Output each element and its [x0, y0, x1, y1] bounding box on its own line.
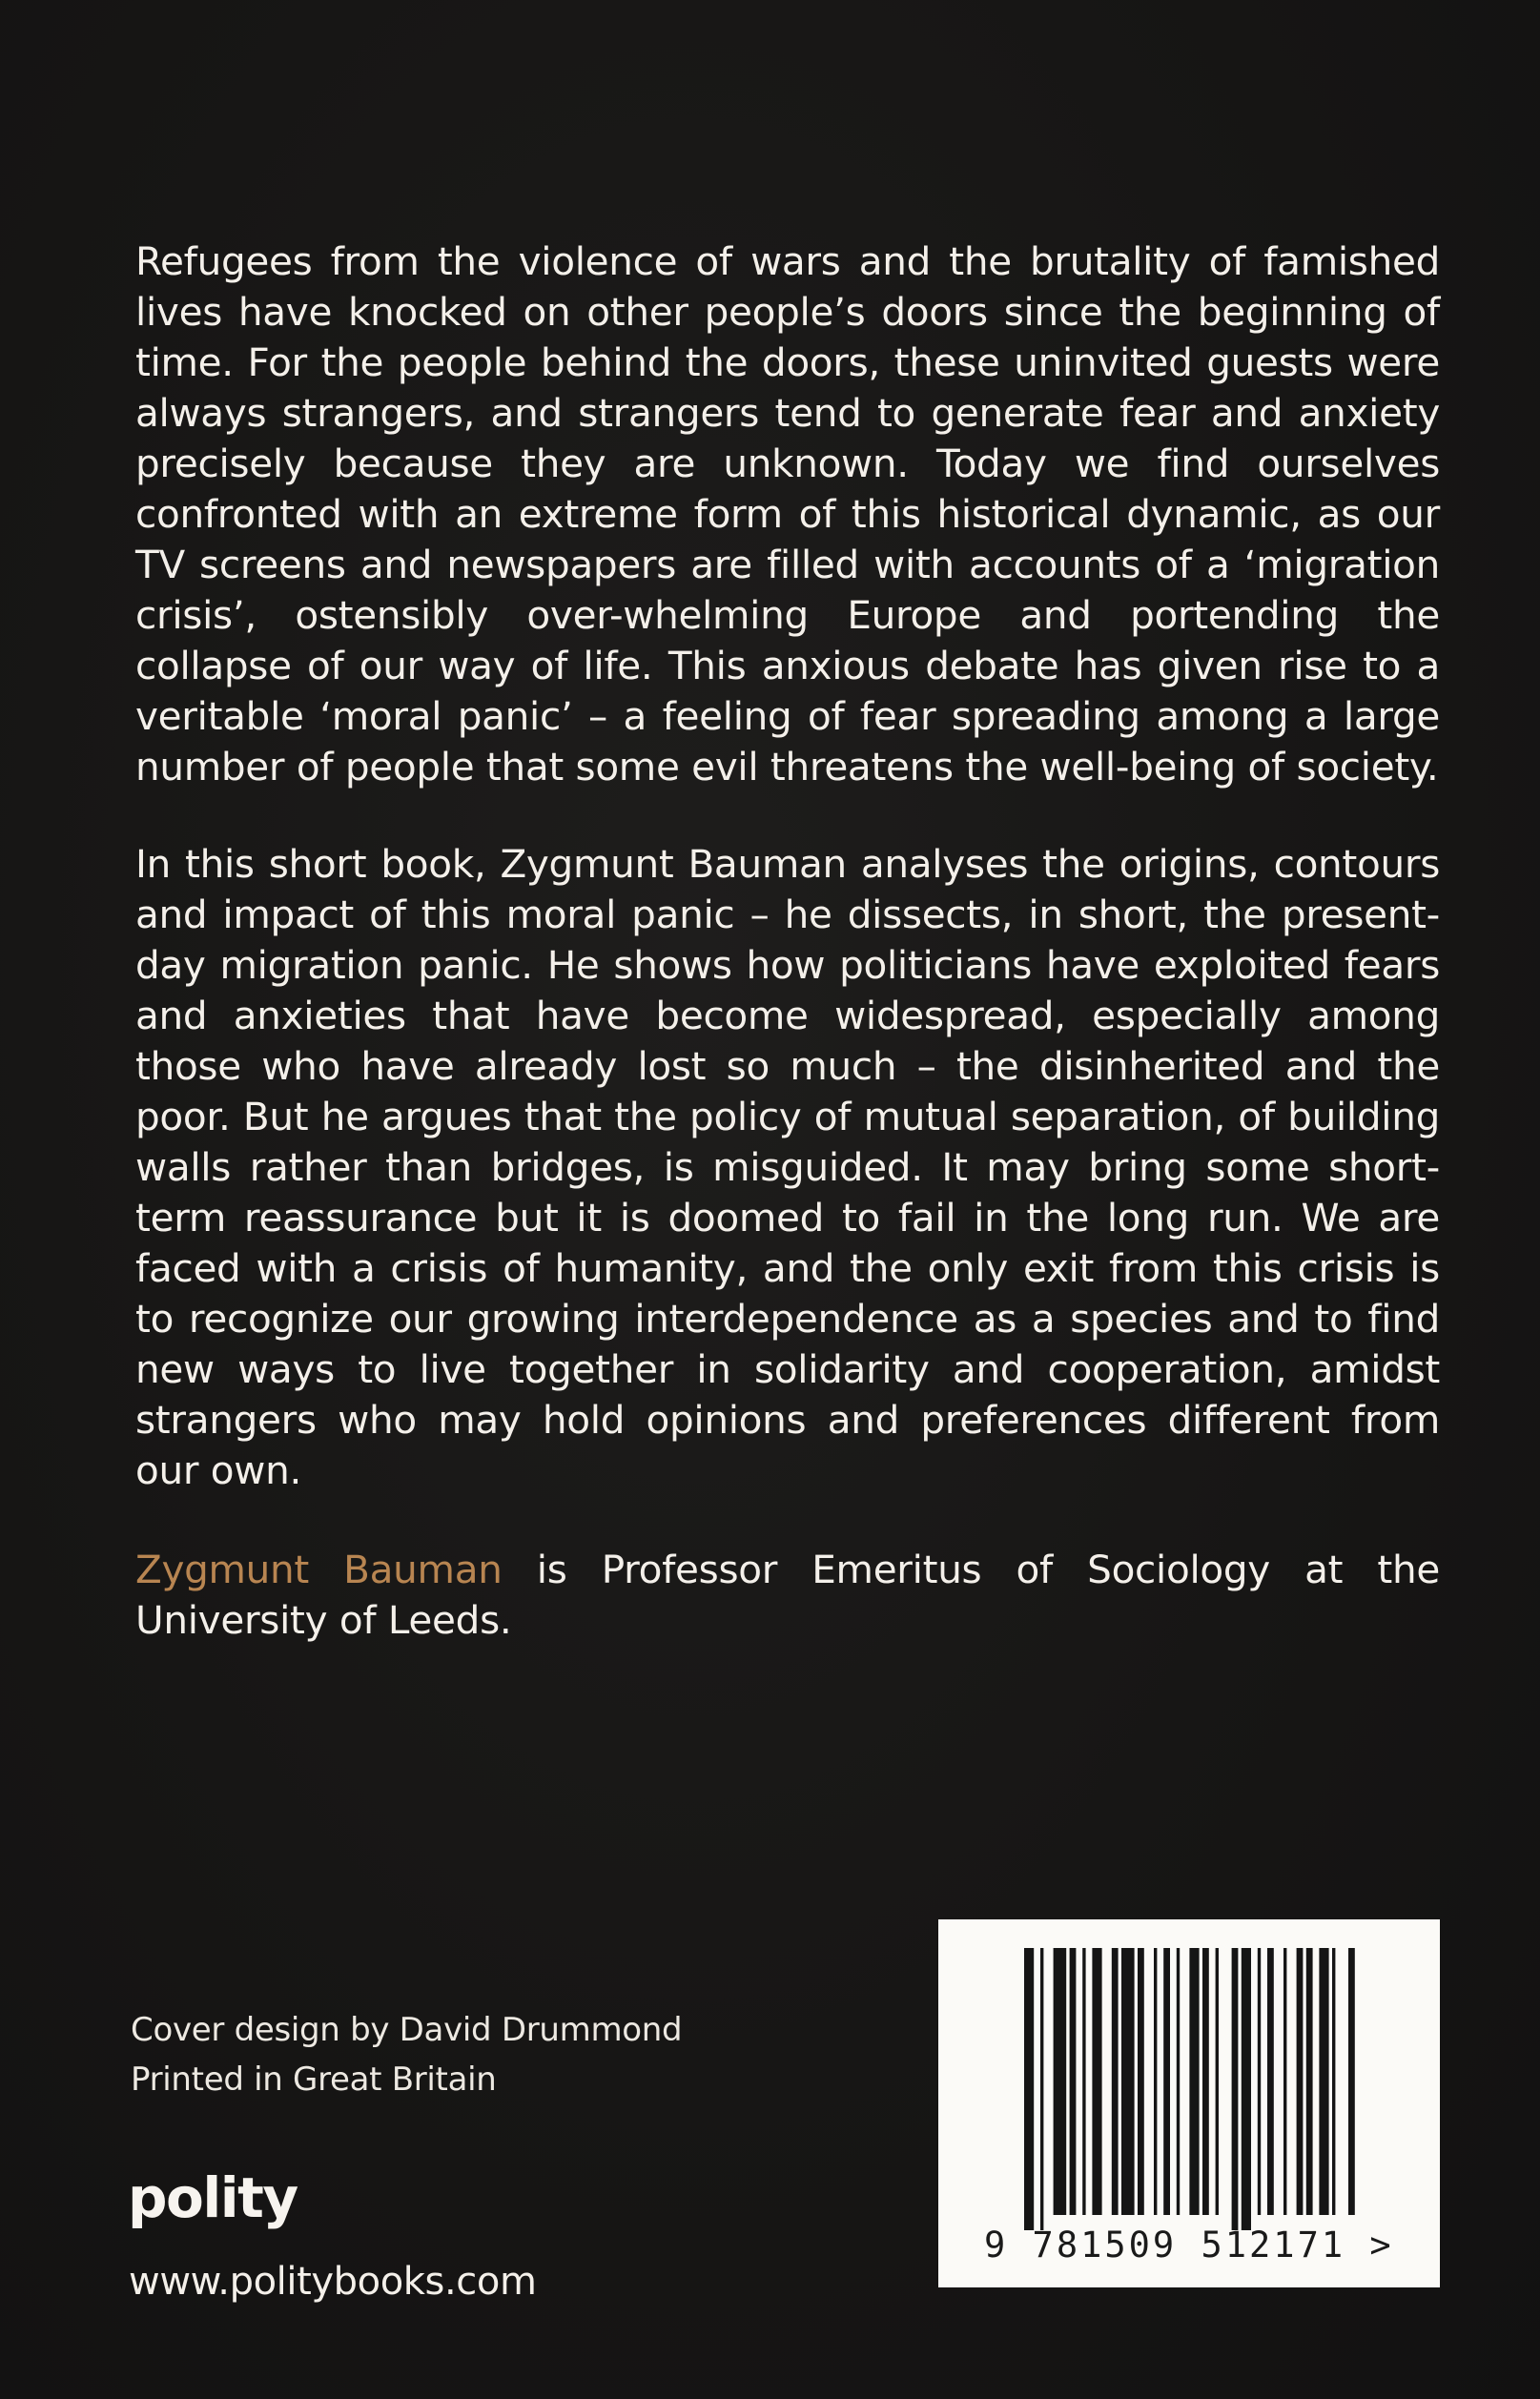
barcode-bar	[1121, 1948, 1135, 2215]
barcode-bar	[1202, 1948, 1209, 2215]
barcode-bar	[1054, 1948, 1067, 2215]
barcode-bar	[1242, 1948, 1251, 2230]
barcode-bar	[1319, 1948, 1328, 2215]
credits-block	[131, 2005, 682, 2104]
barcode-bar	[1163, 1948, 1170, 2215]
publisher-website[interactable]: www.politybooks.com	[129, 2260, 537, 2304]
barcode-bar	[1283, 1948, 1286, 2215]
barcode-bar	[1040, 1948, 1043, 2230]
publisher-logo: polity	[128, 2165, 298, 2230]
cover-design-credit: Cover design by David Drummond	[131, 2011, 683, 2049]
barcode-bar	[1216, 1948, 1219, 2215]
barcode-bar	[1297, 1948, 1304, 2215]
barcode-bar	[1092, 1948, 1101, 2215]
author-name: Zygmunt Bauman	[135, 1547, 503, 1592]
barcode-bar	[1189, 1948, 1199, 2215]
isbn-barcode-panel	[938, 1919, 1440, 2287]
printed-in-credit: Printed in Great Britain	[131, 2061, 497, 2099]
author-bio	[135, 1545, 1440, 1646]
barcode-bar	[1267, 1948, 1274, 2215]
isbn-number: 9 781509 512171 >	[984, 2225, 1394, 2266]
barcode-bar	[1332, 1948, 1335, 2215]
barcode-bar	[1348, 1948, 1355, 2215]
barcode-bar	[1070, 1948, 1077, 2215]
barcode-bar	[1024, 1948, 1034, 2230]
barcode-bar	[1082, 1948, 1085, 2215]
barcode-bar	[1306, 1948, 1313, 2215]
barcode-bar	[1112, 1948, 1119, 2215]
blurb-paragraph-2: In this short book, Zygmunt Bauman analyses the origins, contours and impact of this moral panic – he dissects, in short, the present-day migration panic. He shows how politicians have exploited fears and anxieties that have become widespread, especially among those who have already lost so much – the disinherited and the poor. But he argues that the policy of mutual separation, of building walls rather than bridges, is misguided. It may bring some short-term reassurance but it is doomed to fail in the long run. We are faced with a crisis of humanity, and the only exit from this crisis is to recognize our growing interdependence as a species and to find new ways to live together in solidarity and cooperation, amidst strangers who may hold opinions and preferences different from our own.	[135, 841, 1440, 1493]
barcode-bar	[1154, 1948, 1157, 2215]
barcode-bar	[1232, 1948, 1239, 2230]
barcode-bar	[1258, 1948, 1261, 2215]
barcode-bar	[1177, 1948, 1180, 2215]
author-description: is Professor Emeritus of Sociology at the University of Leeds.	[135, 1547, 1440, 1643]
blurb-paragraph-1: Refugees from the violence of wars and the brutality of famished lives have knocked on other people’s doors since the beginning of time. For the people behind the doors, these uninvited guests were always strangers, and strangers tend to generate fear and anxiety precisely because they are unknown. Today we find ourselves confronted with an extreme form of this historical dynamic, as our TV screens and newspapers are filled with accounts of a ‘migration crisis’, ostensibly over-whelming Europe and portending the collapse of our way of life. This anxious debate has given rise to a veritable ‘moral panic’ – a feeling of fear spreading among a large number of people that some evil threatens the well-being of society.	[135, 238, 1440, 789]
barcode-bar	[1138, 1948, 1144, 2215]
